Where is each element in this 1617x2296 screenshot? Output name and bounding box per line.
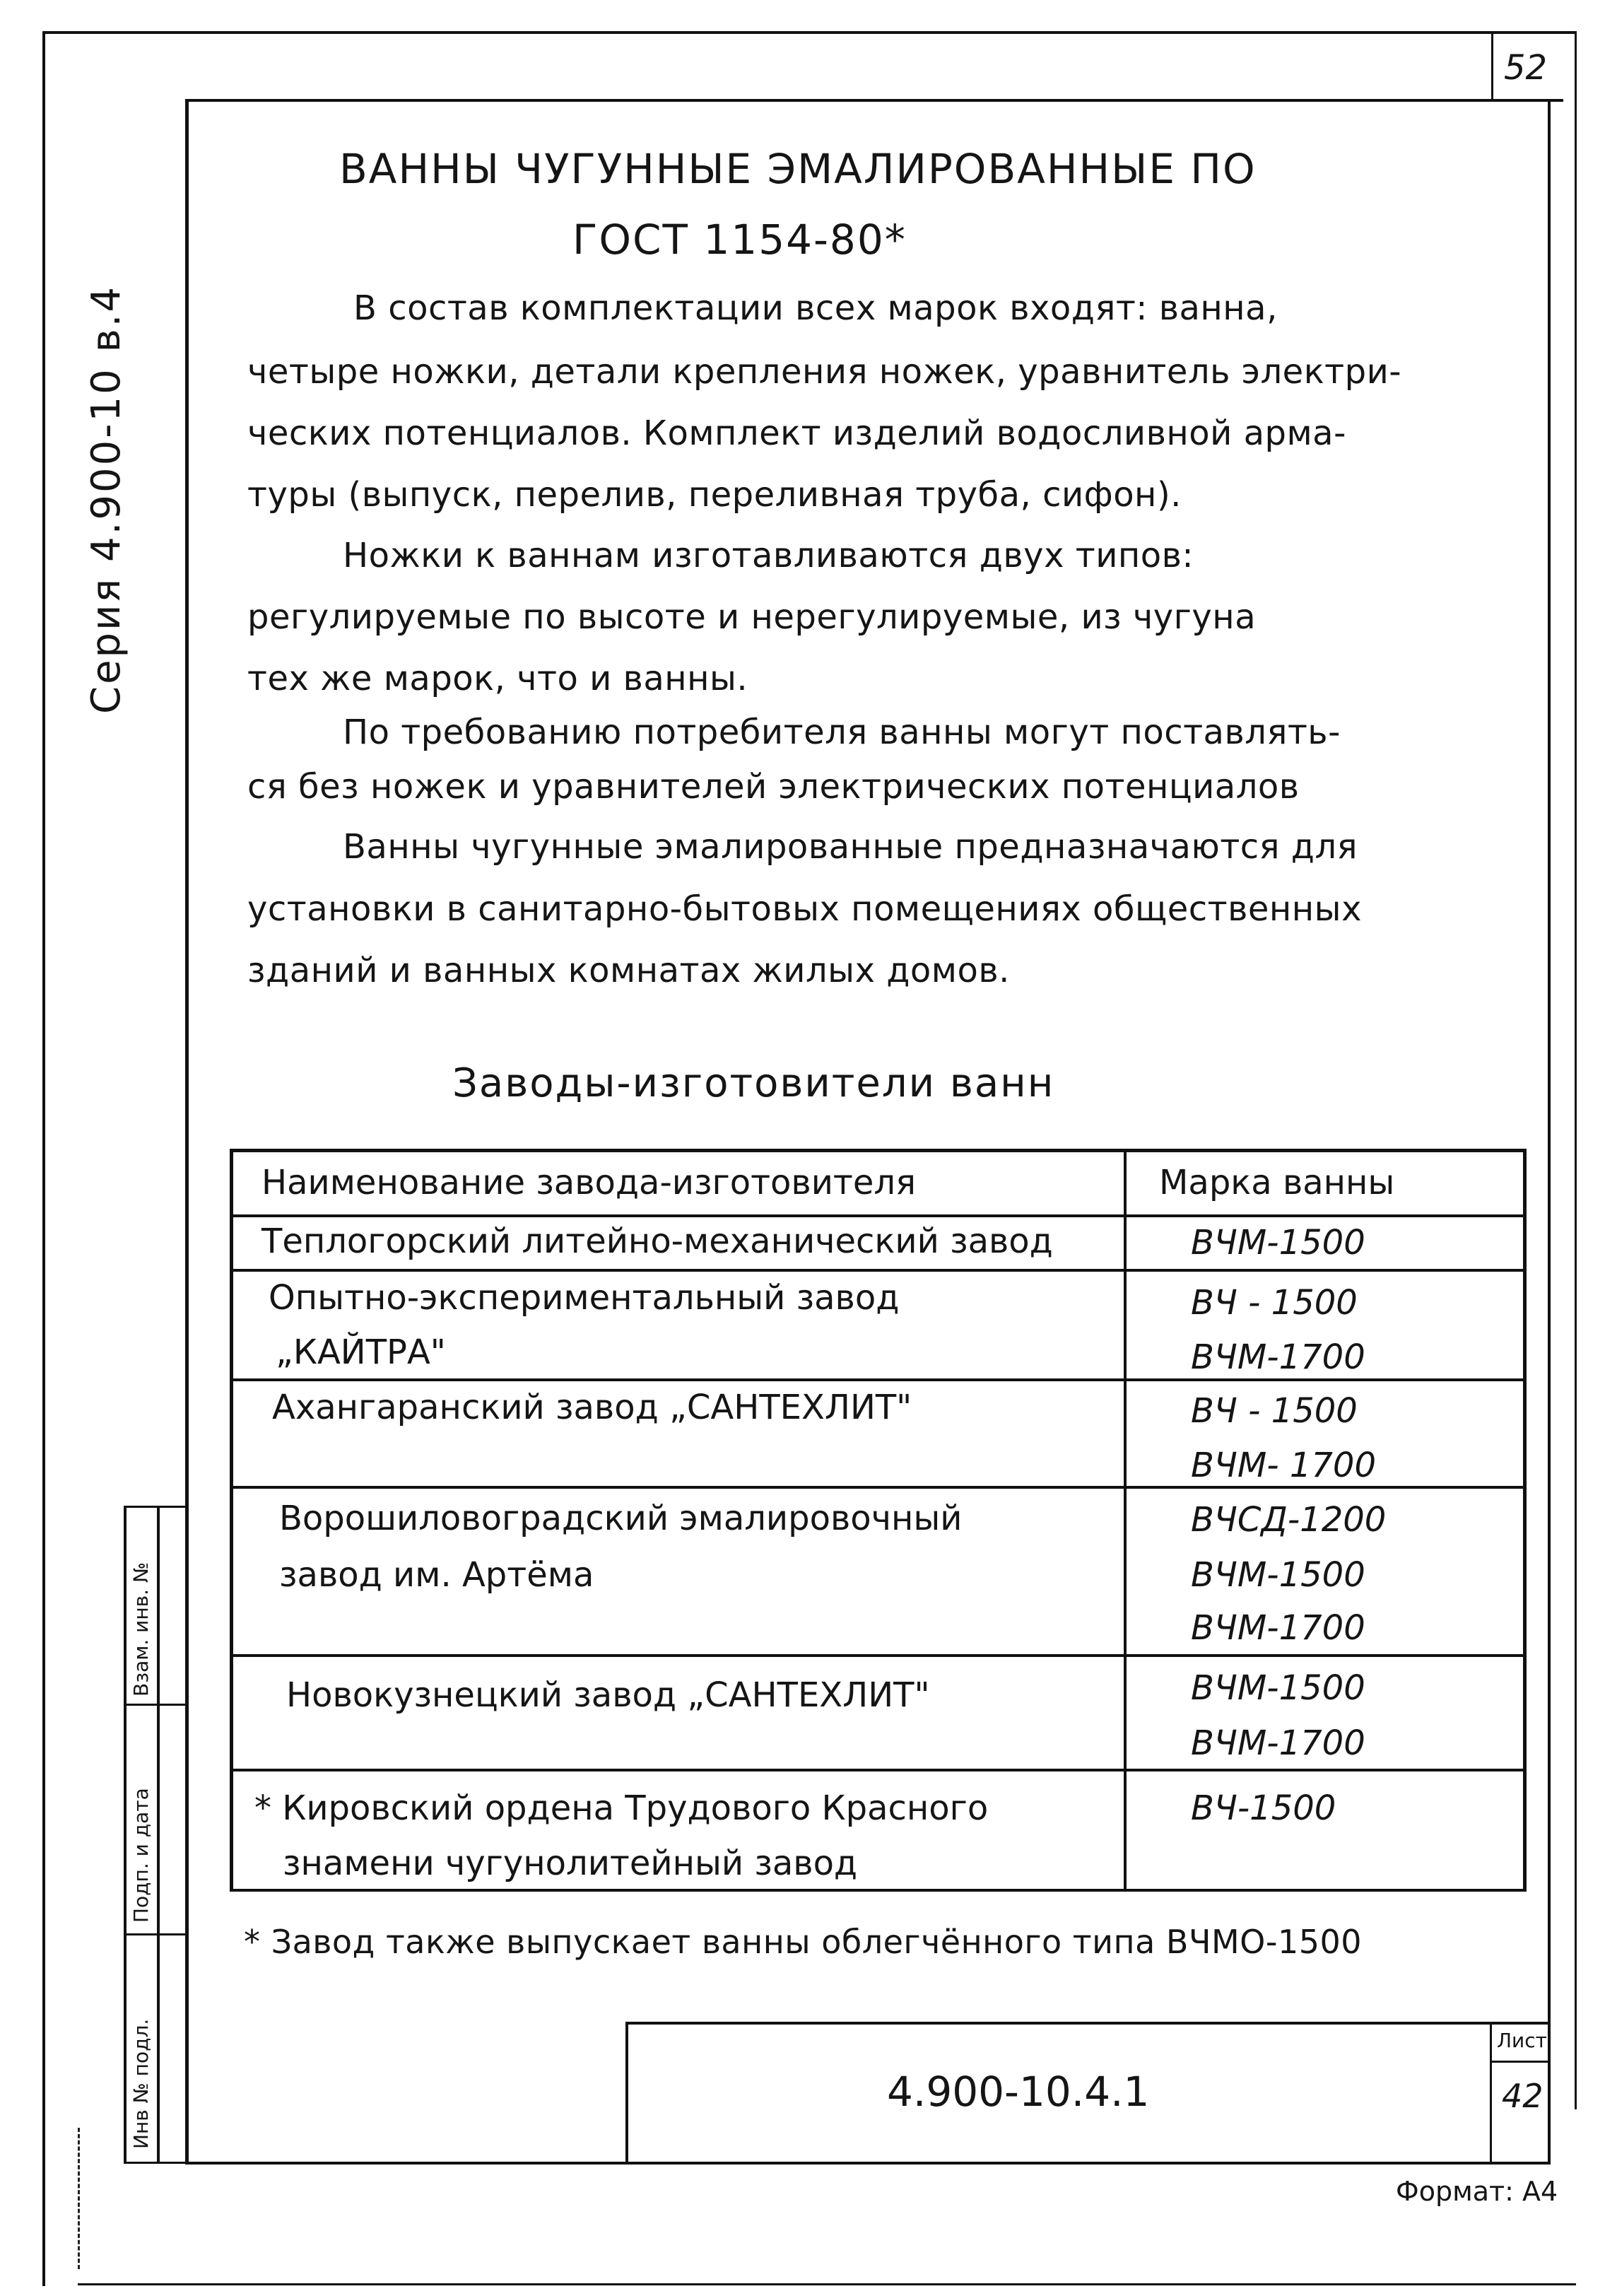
table-cell-name: „КАЙТРА" <box>276 1332 446 1372</box>
stamp-code: 4.900-10.4.1 <box>887 2068 1150 2116</box>
table-cell-mark: ВЧ - 1500 <box>1191 1283 1358 1323</box>
paragraph-line: установки в санитарно-бытовых помещениях общественных <box>247 889 1362 929</box>
inner-left-border <box>185 99 189 2163</box>
sheet-label: Лист <box>1497 2029 1547 2052</box>
table-header-mark: Марка ванны <box>1159 1163 1395 1202</box>
stamp-sheet-divider <box>1490 2022 1492 2163</box>
table-cell-mark: ВЧМ-1700 <box>1191 1608 1365 1648</box>
table-cell-mark: ВЧ-1500 <box>1191 1788 1336 1828</box>
side-label-sign-date: Подп. и дата <box>129 1788 153 1923</box>
paragraph-line: ческих потенциалов. Комплект изделий водосливной арма- <box>247 414 1346 453</box>
side-label-inv: Инв № подл. <box>129 2018 153 2149</box>
page-number: 52 <box>1504 48 1548 88</box>
page-number-box-left <box>1491 31 1493 99</box>
format-label: Формат: А4 <box>1396 2176 1558 2207</box>
table-cell-mark: ВЧСД-1200 <box>1191 1500 1387 1540</box>
table-cell-mark: ВЧМ-1700 <box>1191 1337 1365 1377</box>
stamp-top <box>625 2022 1550 2025</box>
table-cell-name: знамени чугунолитейный завод <box>283 1844 858 1883</box>
series-label: Серия 4.900-10 в.4 <box>83 285 129 714</box>
paragraph-line: регулируемые по высоте и нерегулируемые, из чугуна <box>247 597 1257 637</box>
stamp-left <box>625 2022 628 2163</box>
table-cell-mark: ВЧМ-1500 <box>1191 1555 1365 1595</box>
top-border <box>42 31 1576 34</box>
footnote: * Завод также выпускает ванны облегчённого типа ВЧМО-1500 <box>244 1923 1363 1961</box>
table-cell-name: Новокузнецкий завод „САНТЕХЛИТ" <box>286 1675 930 1715</box>
paragraph-line: ся без ножек и уравнителей электрических потенциалов <box>247 767 1300 807</box>
paragraph-line: По требованию потребителя ванны могут поставлять- <box>343 713 1341 752</box>
bottom-border <box>78 2283 1576 2285</box>
paragraph-line: Ванны чугунные эмалированные предназначаются для <box>343 827 1358 867</box>
paragraph-line: четыре ножки, детали крепления ножек, уравнитель электри- <box>247 352 1402 392</box>
table-cell-name: Ворошиловоградский эмалировочный <box>279 1499 963 1538</box>
inner-bottom-border <box>185 2162 1551 2165</box>
paragraph-line: туры (выпуск, перелив, переливная труба, сифон). <box>247 475 1182 515</box>
table-title: Заводы-изготовители ванн <box>452 1060 1055 1106</box>
table-cell-mark: ВЧМ-1700 <box>1191 1723 1365 1763</box>
table-cell-name: Опытно-экспериментальный завод <box>269 1278 900 1318</box>
doc-title-line1: ВАННЫ ЧУГУННЫЕ ЭМАЛИРОВАННЫЕ ПО <box>339 145 1257 193</box>
doc-title-line2: ГОСТ 1154-80* <box>572 216 907 264</box>
side-label-replace: Взам. инв. № <box>129 1562 153 1697</box>
table-cell-name: Ахангаранский завод „САНТЕХЛИТ" <box>272 1388 912 1427</box>
table-cell-name: завод им. Артёма <box>279 1555 594 1595</box>
table-cell-mark: ВЧ - 1500 <box>1191 1391 1358 1431</box>
sheet-number: 42 <box>1502 2077 1544 2115</box>
table-cell-mark: ВЧМ-1500 <box>1191 1668 1365 1708</box>
paragraph-line: тех же марок, что и ванны. <box>247 659 748 698</box>
frame-right-edge <box>1575 31 1577 2109</box>
table-cell-mark: ВЧМ-1500 <box>1191 1223 1365 1263</box>
paragraph-line: В состав комплектации всех марок входят: ванна, <box>353 288 1278 328</box>
cut-line <box>78 2128 80 2269</box>
table-cell-name: Теплогорский литейно-механический завод <box>261 1222 1053 1261</box>
paragraph-line: зданий и ванных комнатах жилых домов. <box>247 951 1010 990</box>
inner-top-border <box>185 99 1563 102</box>
inner-right-border <box>1548 99 1551 2163</box>
table-cell-mark: ВЧМ- 1700 <box>1191 1446 1376 1485</box>
stamp-sheet-midline <box>1490 2061 1550 2063</box>
table-cell-name: * Кировский ордена Трудового Красного <box>254 1788 989 1828</box>
outer-left-border <box>42 31 45 2286</box>
table-header-name: Наименование завода-изготовителя <box>261 1163 916 1202</box>
paragraph-line: Ножки к ваннам изготавливаются двух типов: <box>343 536 1194 575</box>
